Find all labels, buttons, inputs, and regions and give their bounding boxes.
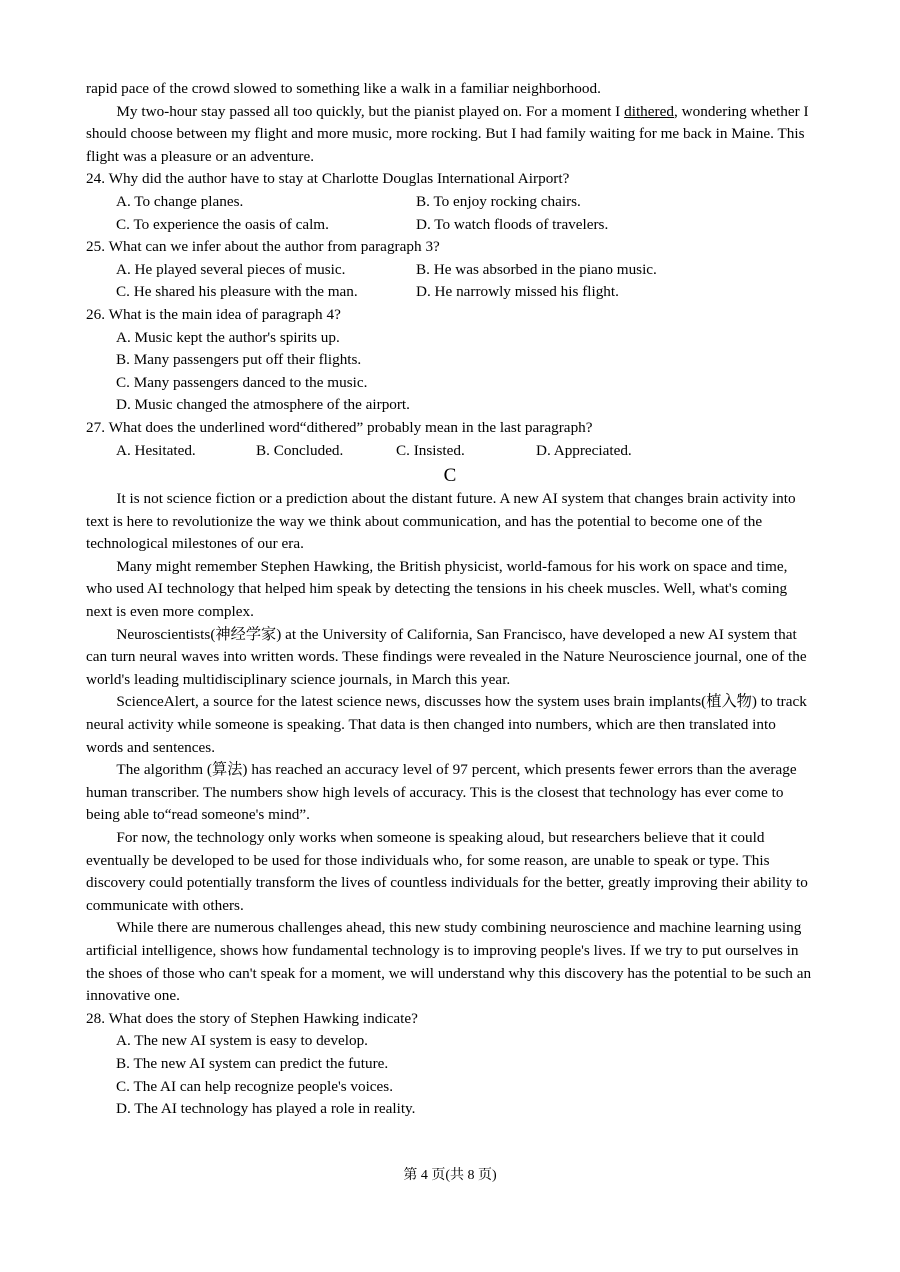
question-28-option-a[interactable]: A. The new AI system is easy to develop. bbox=[116, 1032, 368, 1050]
passage-paragraph-6: For now, the technology only works when someone is speaking aloud, but researchers believe that it could eventually be developed to be used for those individuals who, for some reason, are unable to speak or type. This discovery could potentially transform the lives of countless individuals for the better, greatly improving their ability to communicate with others. bbox=[86, 829, 812, 914]
question-27-option-c[interactable]: C. Insisted. bbox=[396, 441, 465, 459]
question-25-option-c[interactable]: C. He shared his pleasure with the man. bbox=[116, 283, 358, 301]
question-25-options-row-1 bbox=[86, 259, 814, 282]
passage-paragraph-4: ScienceAlert, a source for the latest science news, discusses how the system uses brain implants(植入物) to track neural activity while someone is speaking. That data is then changed into numbers, which are then translated into words and sentences. bbox=[86, 693, 811, 756]
question-25-option-a[interactable]: A. He played several pieces of music. bbox=[116, 260, 346, 278]
question-25-options-row-2 bbox=[86, 281, 814, 304]
passage-c bbox=[86, 488, 814, 1008]
question-28-number: 28. bbox=[86, 1009, 106, 1027]
paragraph-dithered-post: , wondering whether I should choose between my flight and more music, more rocking. But I had family waiting for me back in Maine. This flight was a pleasure or an adventure. bbox=[86, 102, 813, 165]
question-24-text: Why did the author have to stay at Charlotte Douglas International Airport? bbox=[108, 170, 570, 188]
question-25-text: What can we infer about the author from paragraph 3? bbox=[108, 238, 440, 256]
question-25-option-d[interactable]: D. He narrowly missed his flight. bbox=[416, 283, 619, 301]
section-letter-c: C bbox=[443, 465, 457, 487]
question-26-stem bbox=[86, 304, 814, 327]
question-24-option-b[interactable]: B. To enjoy rocking chairs. bbox=[416, 192, 581, 210]
paragraph-dithered-pre: My two-hour stay passed all too quickly, but the pianist played on. For a moment I bbox=[116, 102, 625, 120]
question-26-number: 26. bbox=[86, 305, 106, 323]
question-27-stem bbox=[86, 417, 814, 440]
question-26-option-d[interactable]: D. Music changed the atmosphere of the airport. bbox=[116, 396, 410, 414]
question-25-stem bbox=[86, 236, 814, 259]
passage-paragraph-1: It is not science fiction or a prediction about the distant future. A new AI system that changes brain activity into text is here to revolutionize the way we think about communication, and has the potential to become one of the technological milestones of our era. bbox=[86, 490, 800, 553]
question-26-text: What is the main idea of paragraph 4? bbox=[108, 305, 341, 323]
question-24-options-row-2 bbox=[86, 214, 814, 237]
question-28-option-d[interactable]: D. The AI technology has played a role in reality. bbox=[116, 1100, 416, 1118]
passage-paragraph-3: Neuroscientists(神经学家) at the University of California, San Francisco, have developed a new AI system that can turn neural waves into written words. These findings were revealed in the Nature Neuroscience journal, one of the world's leading multidisciplinary science journals, in March this year. bbox=[86, 625, 811, 688]
question-28-stem bbox=[86, 1008, 814, 1031]
page-footer: 第 4 页(共 8 页) bbox=[403, 1168, 497, 1183]
question-24-options-row-1 bbox=[86, 191, 814, 214]
question-24-option-a[interactable]: A. To change planes. bbox=[116, 192, 244, 210]
question-27-option-d[interactable]: D. Appreciated. bbox=[536, 441, 632, 459]
continuation-line: rapid pace of the crowd slowed to something like a walk in a familiar neighborhood. bbox=[86, 80, 601, 97]
passage-paragraph-2: Many might remember Stephen Hawking, the British physicist, world-famous for his work on space and time, who used AI technology that helped him speak by detecting the tensions in his cheek muscles. Well, what's coming next is even more complex. bbox=[86, 557, 792, 621]
question-24-stem bbox=[86, 168, 814, 191]
passage-paragraph-7: While there are numerous challenges ahead, this new study combining neuroscience and machine learning using artificial intelligence, shows how fundamental technology is to improving people's lives. If we try to put ourselves in the shoes of those who can't speak for a moment, we will understand why this discovery has the potential to be such an innovative one. bbox=[86, 919, 815, 1005]
underlined-word-dithered: dithered bbox=[624, 102, 675, 120]
question-27-option-b[interactable]: B. Concluded. bbox=[256, 441, 344, 459]
question-26-option-c[interactable]: C. Many passengers danced to the music. bbox=[116, 373, 368, 391]
question-25-number: 25. bbox=[86, 238, 106, 256]
question-24-option-d[interactable]: D. To watch floods of travelers. bbox=[416, 215, 609, 233]
question-28-text: What does the story of Stephen Hawking indicate? bbox=[108, 1009, 418, 1027]
question-27-options-row bbox=[86, 440, 814, 463]
passage-paragraph-5: The algorithm (算法) has reached an accuracy level of 97 percent, which presents fewer errors than the average human transcriber. The numbers show high levels of accuracy. This is the closest that technology has ever come to being able to“read someone's mind”. bbox=[86, 761, 801, 824]
question-26-option-a[interactable]: A. Music kept the author's spirits up. bbox=[116, 328, 340, 346]
question-28-option-b[interactable]: B. The new AI system can predict the future. bbox=[116, 1054, 389, 1072]
question-28-option-c[interactable]: C. The AI can help recognize people's voices. bbox=[116, 1077, 394, 1095]
question-27-option-a[interactable]: A. Hesitated. bbox=[116, 441, 196, 459]
question-27-number: 27. bbox=[86, 418, 106, 436]
question-25-option-b[interactable]: B. He was absorbed in the piano music. bbox=[416, 260, 657, 278]
question-26-option-b[interactable]: B. Many passengers put off their flights. bbox=[116, 351, 362, 369]
paragraph-dithered bbox=[86, 101, 814, 169]
question-24-option-c[interactable]: C. To experience the oasis of calm. bbox=[116, 215, 329, 233]
question-27-text: What does the underlined word“dithered” probably mean in the last paragraph? bbox=[108, 418, 593, 436]
question-24-number: 24. bbox=[86, 170, 106, 188]
